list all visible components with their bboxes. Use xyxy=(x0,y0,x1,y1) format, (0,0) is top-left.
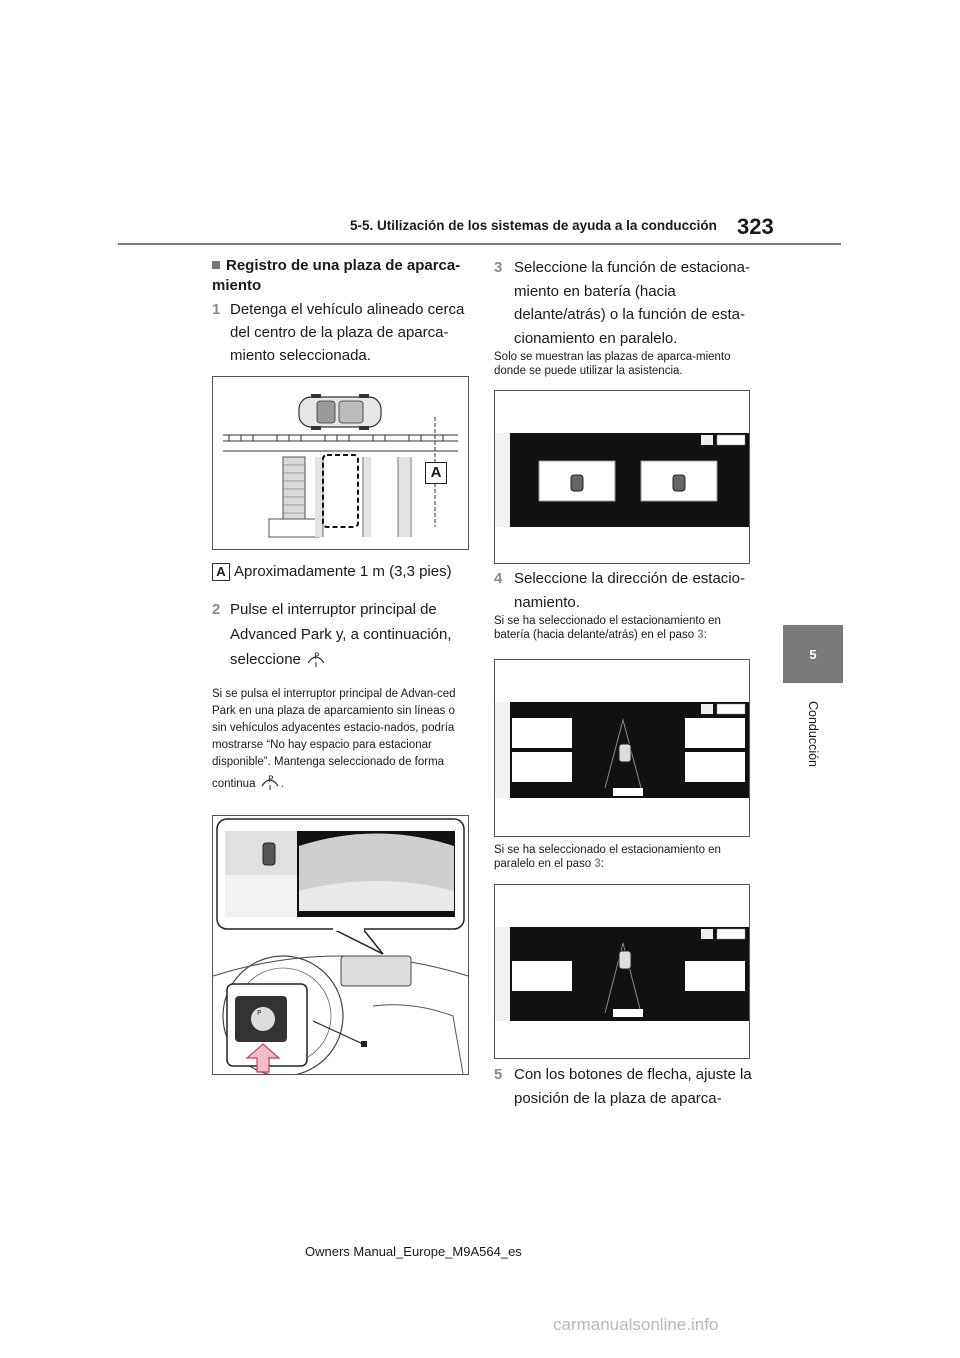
step-1: 1 Detenga el vehículo alineado cerca del centro de la plaza de aparca-miento seleccionada. xyxy=(212,301,465,364)
svg-text:P: P xyxy=(267,775,274,785)
figure-dashboard-switch xyxy=(212,815,469,1075)
car-topview-icon xyxy=(299,394,381,430)
step-5: 5 Con los botones de flecha, ajuste la posición de la plaza de aparca- xyxy=(494,1066,752,1107)
callout-badge: A xyxy=(212,563,230,581)
direction-battery-screen xyxy=(495,660,749,836)
section-title: 5-5. Utilización de los sistemas de ayuda a la conducción xyxy=(350,218,717,233)
chapter-label: Conducción xyxy=(806,700,820,767)
figure-label-a: A xyxy=(425,462,447,484)
note-step-4b: Si se ha seleccionado el estacionamiento en paralelo en el paso 3: xyxy=(494,844,721,870)
section-heading: Registro de una plaza de aparca-miento xyxy=(212,257,461,294)
step-4: 4 Seleccione la dirección de estacio-namiento. xyxy=(494,570,745,611)
direction-parallel-screen xyxy=(495,885,749,1058)
parking-assist-icon[interactable] xyxy=(305,648,327,668)
note-step-4a: Si se ha seleccionado el estacionamiento en batería (hacia delante/atrás) en el paso 3: xyxy=(494,615,721,641)
note-step-3: Solo se muestran las plazas de aparca-miento donde se puede utilizar la asistencia. xyxy=(494,351,731,377)
dashboard-illustration xyxy=(213,816,468,1074)
footer-manual-id: Owners Manual_Europe_M9A564_es xyxy=(305,1244,522,1259)
chapter-tab[interactable] xyxy=(783,625,843,683)
watermark: carmanualsonline.info xyxy=(553,1315,719,1334)
figure-parking-alignment xyxy=(212,376,469,550)
step-3: 3 Seleccione la función de estaciona-miento en batería (hacia delante/atrás) o la función de esta-cionamiento en paralelo. xyxy=(494,259,750,347)
callout-a: A Aproximadamente 1 m (3,3 pies) xyxy=(212,560,470,583)
figure-direction-battery xyxy=(494,659,750,837)
svg-text:P: P xyxy=(314,652,320,662)
function-select-screen xyxy=(495,391,749,563)
bullet-square-icon xyxy=(212,261,220,269)
chapter-number: 5 xyxy=(809,646,817,662)
header-rule xyxy=(118,243,841,245)
figure-direction-parallel xyxy=(494,884,750,1059)
svg-text:P: P xyxy=(257,1009,262,1017)
step-2: 2 Pulse el interruptor principal de Advanced Park y, a continuación, seleccione P xyxy=(212,601,452,668)
page-number: 323 xyxy=(737,214,774,239)
figure-parking-function-select xyxy=(494,390,750,564)
note-step-2: Si se pulsa el interruptor principal de Advan-ced Park en una plaza de aparcamiento sin líneas o sin vehículos adyacentes estacio-nados, podría mostrarse “No hay espacio para estacionar disponible”. Mantenga seleccionado de forma continua P . xyxy=(212,688,456,790)
parking-assist-icon xyxy=(259,771,281,791)
